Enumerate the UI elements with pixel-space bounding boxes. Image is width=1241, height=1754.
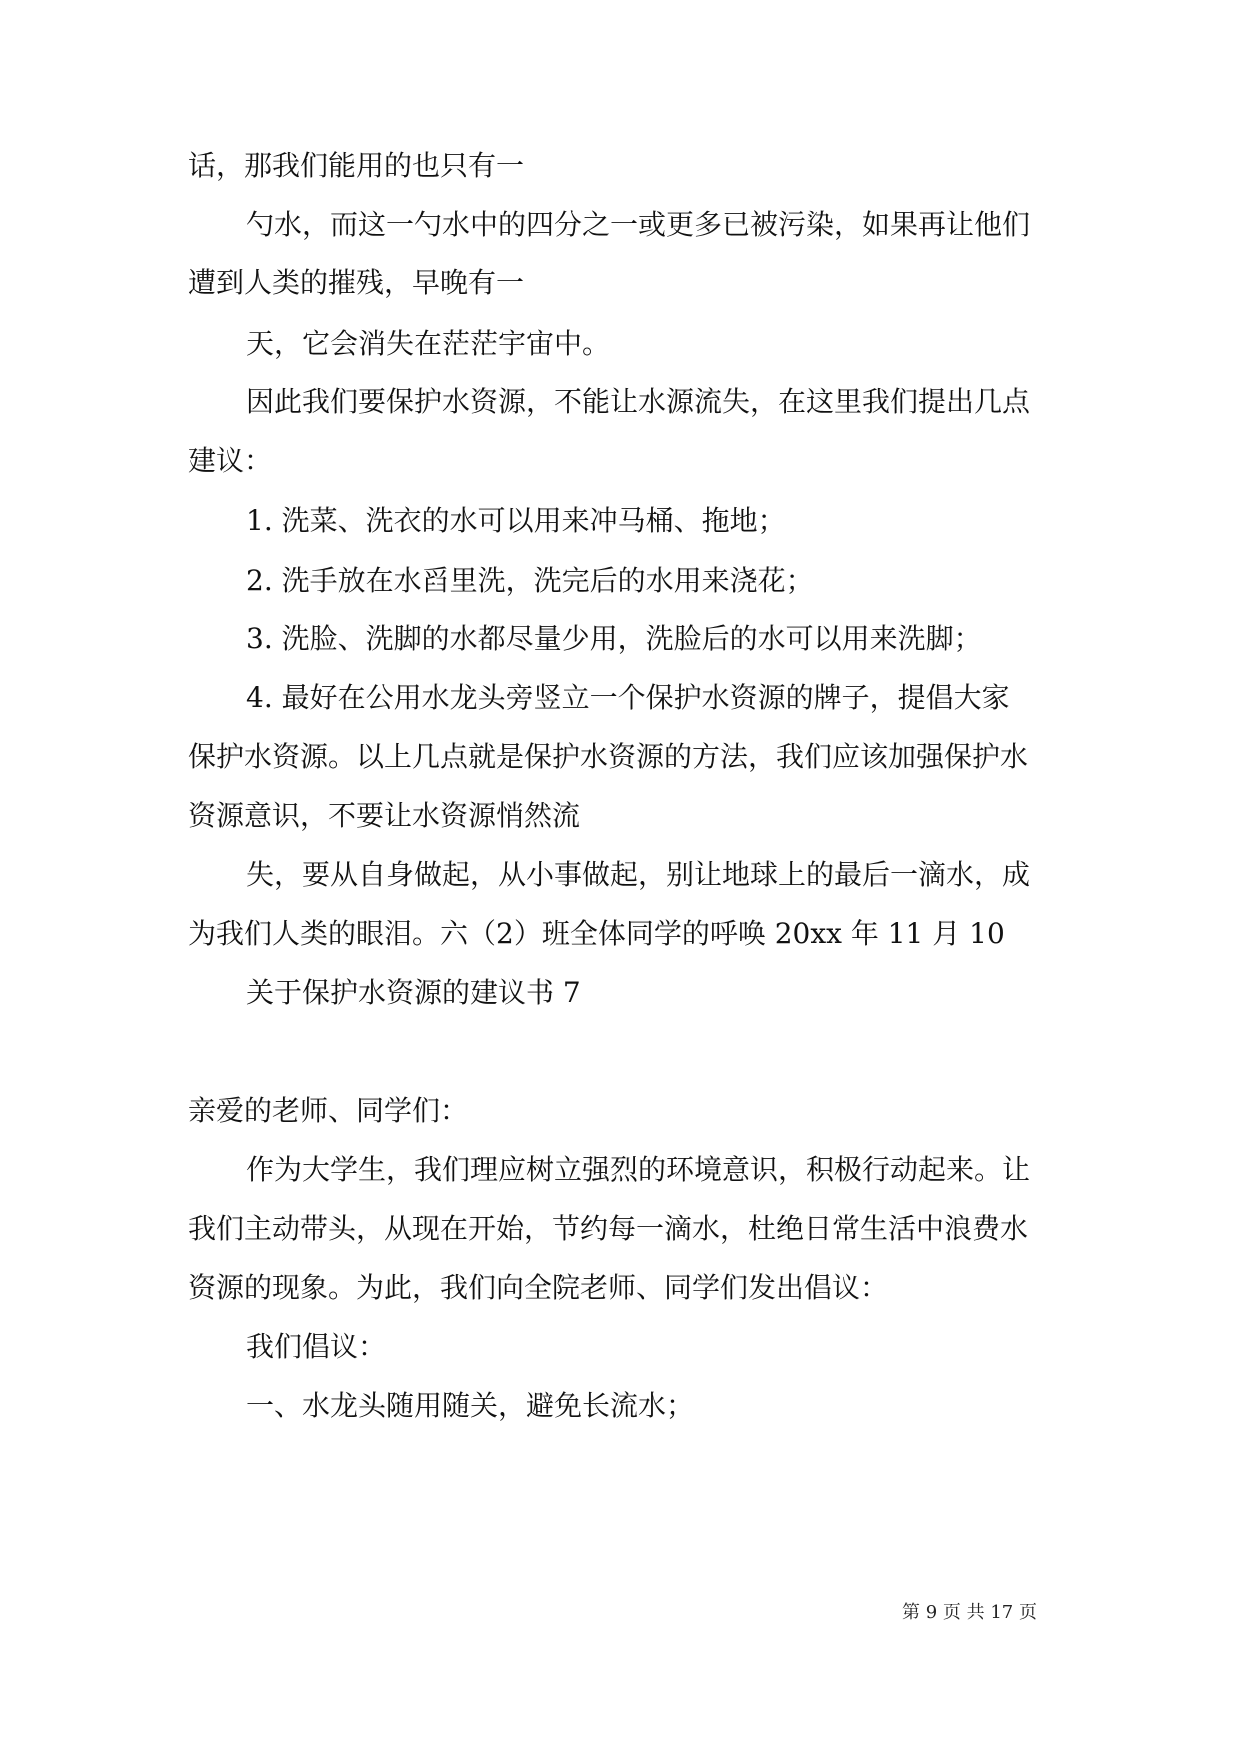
- text-line: 资源意识，不要让水资源悄然流: [188, 799, 581, 832]
- text-line: 失，要从自身做起，从小事做起，别让地球上的最后一滴水，成: [246, 858, 1031, 891]
- text-line: 我们主动带头，从现在开始，节约每一滴水，杜绝日常生活中浪费水: [188, 1212, 1029, 1245]
- text-line: 遭到人类的摧残，早晚有一: [188, 266, 525, 299]
- text-line: 我们倡议：: [246, 1330, 387, 1363]
- page-number: 第 9 页 共 17 页: [902, 1602, 1037, 1623]
- text-line: 为我们人类的眼泪。六（2）班全体同学的呼唤 20xx 年 11 月 10: [188, 917, 1005, 950]
- text-line: 勺水，而这一勺水中的四分之一或更多已被污染，如果再让他们: [246, 208, 1031, 241]
- text-line: 资源的现象。为此，我们向全院老师、同学们发出倡议：: [188, 1271, 889, 1304]
- salutation: 亲爱的老师、同学们：: [188, 1094, 469, 1127]
- section-heading: 关于保护水资源的建议书 7: [246, 976, 581, 1009]
- text-line: 天，它会消失在茫茫宇宙中。: [246, 327, 611, 360]
- text-line: 作为大学生，我们理应树立强烈的环境意识，积极行动起来。让: [246, 1153, 1031, 1186]
- list-item: 3. 洗脸、洗脚的水都尽量少用，洗脸后的水可以用来洗脚；: [246, 622, 982, 655]
- list-item: 4. 最好在公用水龙头旁竖立一个保护水资源的牌子，提倡大家: [246, 681, 1010, 714]
- list-item: 1. 洗菜、洗衣的水可以用来冲马桶、拖地；: [246, 504, 786, 537]
- text-line: 话，那我们能用的也只有一: [188, 149, 525, 182]
- list-item: 2. 洗手放在水舀里洗，洗完后的水用来浇花；: [246, 564, 814, 597]
- text-line: 保护水资源。以上几点就是保护水资源的方法，我们应该加强保护水: [188, 740, 1029, 773]
- list-item: 一、水龙头随用随关，避免长流水；: [246, 1389, 695, 1422]
- text-line: 因此我们要保护水资源，不能让水源流失，在这里我们提出几点: [246, 385, 1031, 418]
- text-line: 建议：: [188, 444, 273, 477]
